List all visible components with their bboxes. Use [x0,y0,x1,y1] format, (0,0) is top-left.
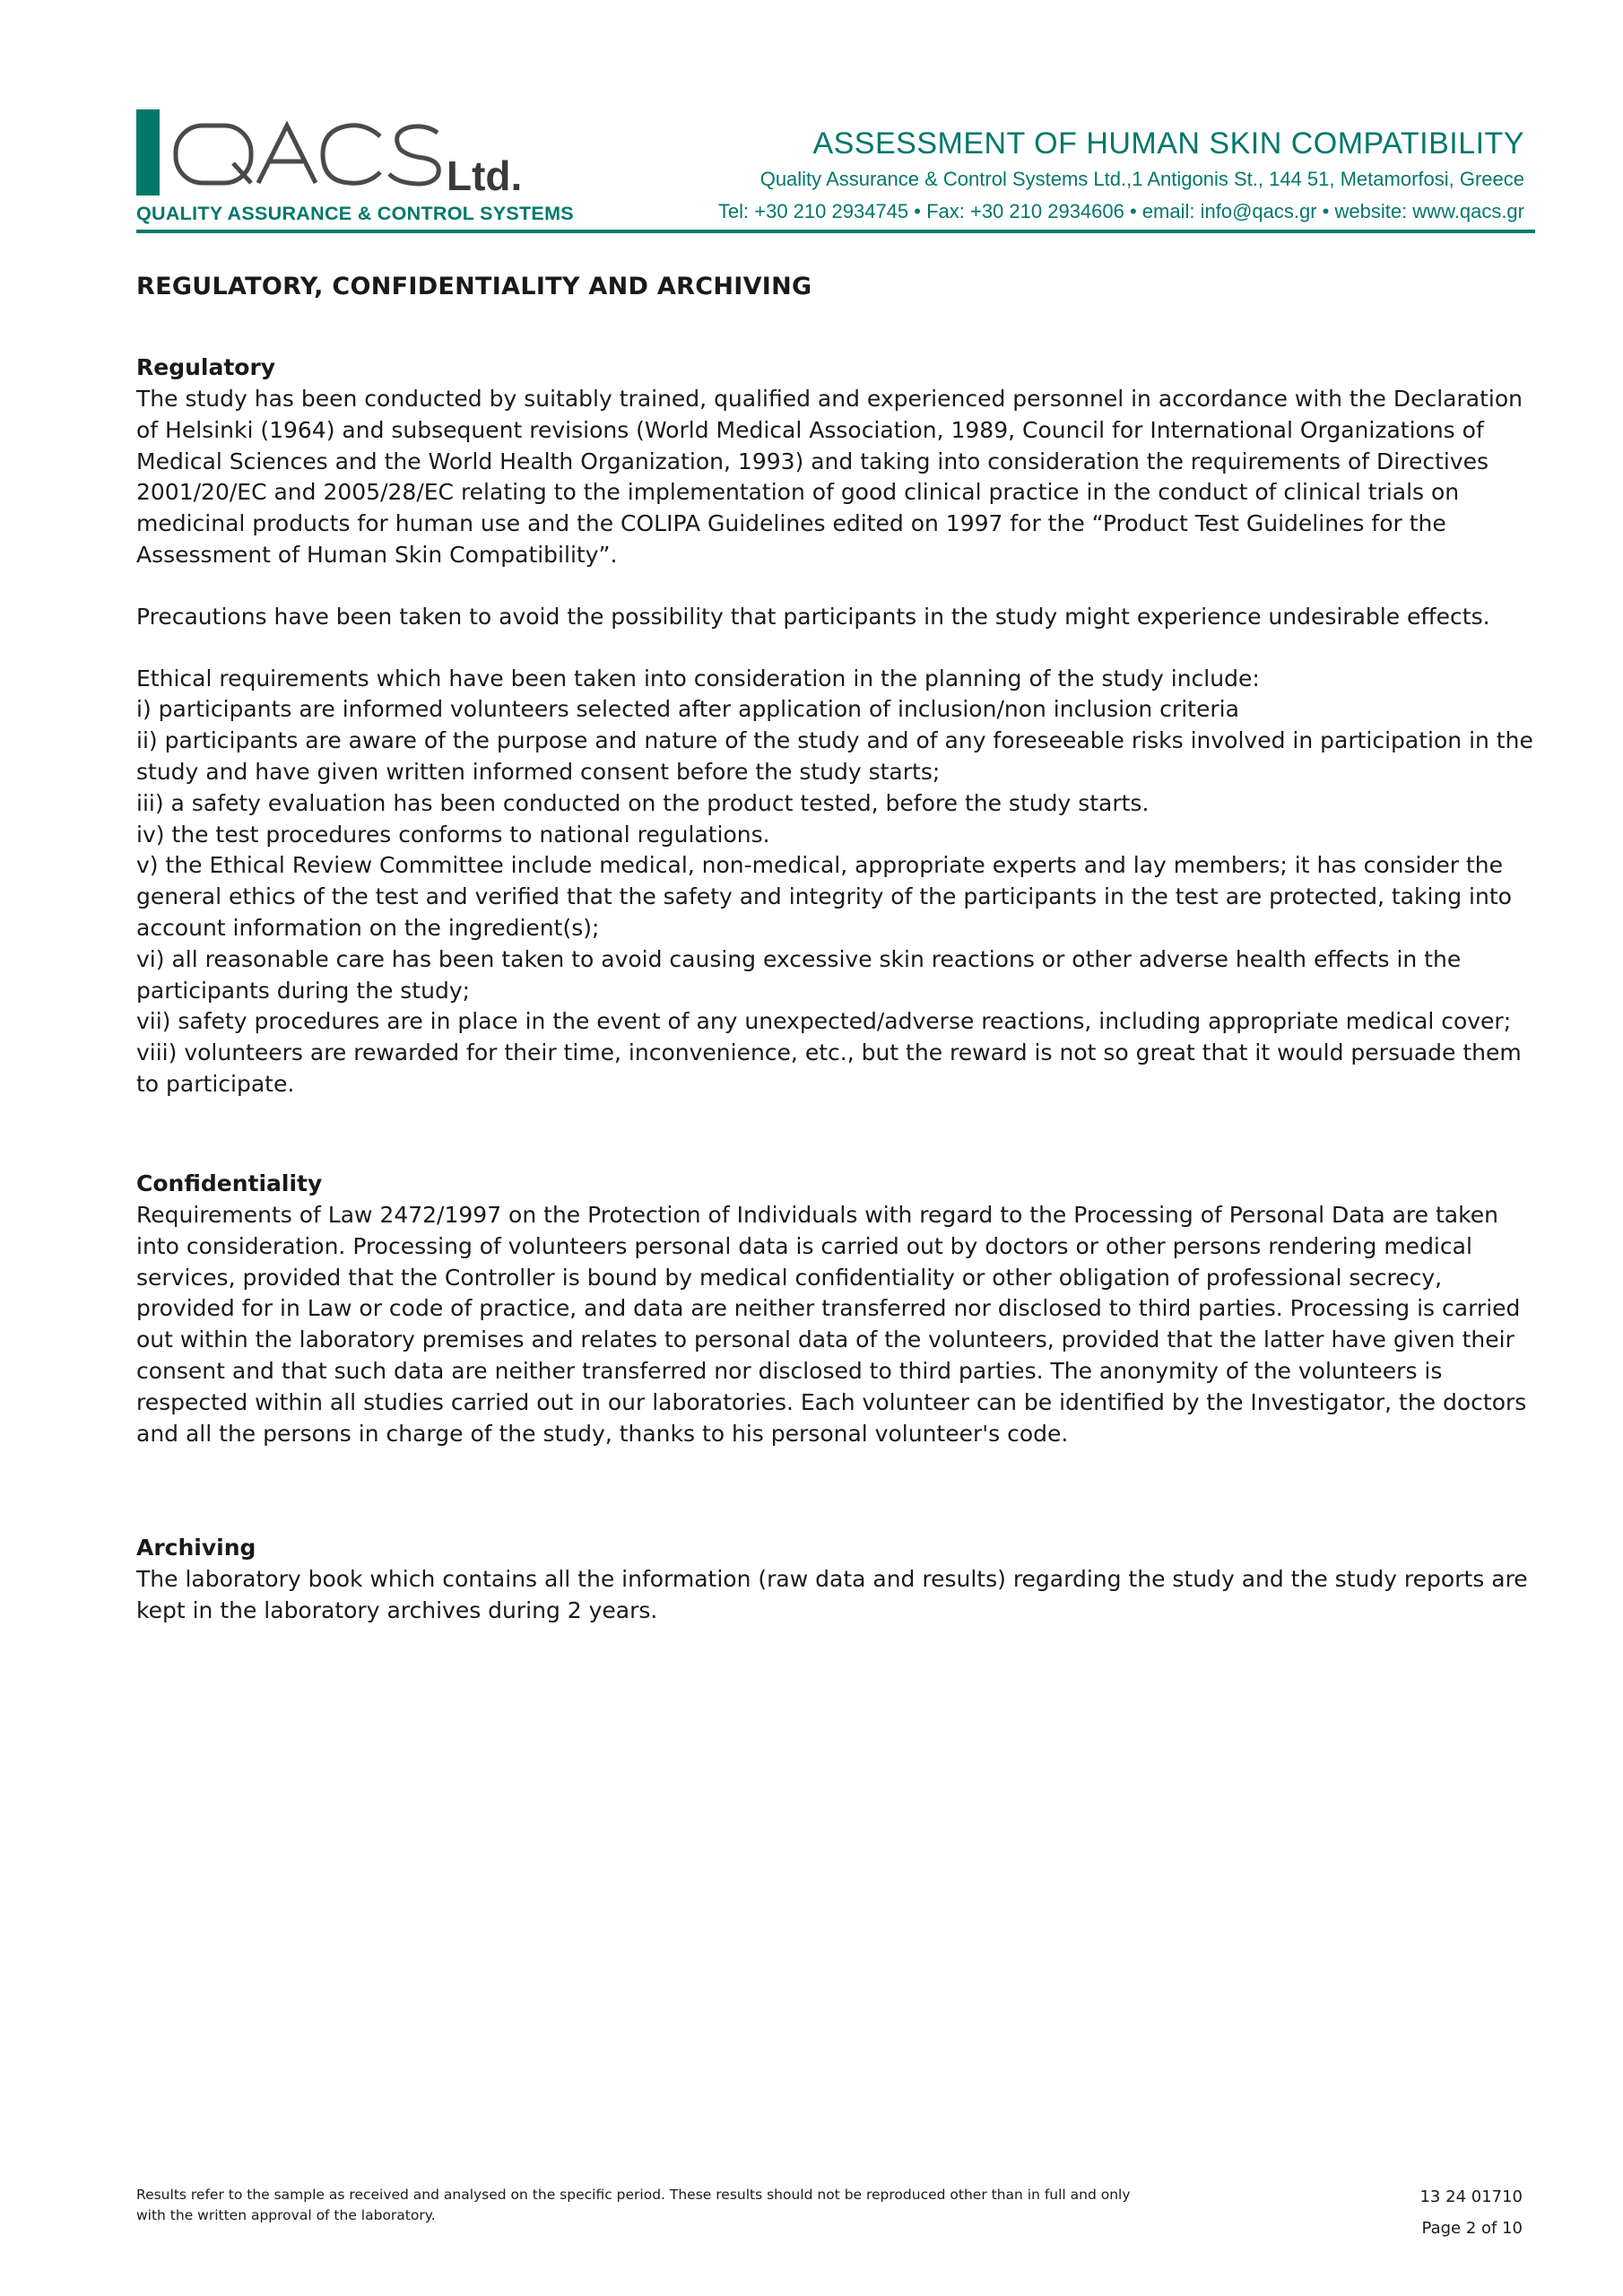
text-line: Assessment of Human Skin Compatibility”. [136,541,618,568]
list-item: iv) the test procedures conforms to national regulations. [136,821,770,848]
logo-tagline: QUALITY ASSURANCE & CONTROL SYSTEMS [136,203,574,224]
text-line: respected within all studies carried out in our laboratories. Each volunteer can be identified by the Investigator, the doctors [136,1388,1527,1415]
list-item: ii) participants are aware of the purpose and nature of the study and of any foreseeable risks involved in participation in the [136,727,1533,754]
footer-disclaimer [136,2185,1131,2226]
text-line: 2001/20/EC and 2005/28/EC relating to the implementation of good clinical practice in the conduct of clinical trials on [136,479,1460,506]
text-line: Ethical requirements which have been taken into consideration in the planning of the study include: [136,665,1260,691]
list-item: vi) all reasonable care has been taken to avoid causing excessive skin reactions or other adverse health effects in the [136,945,1462,972]
list-item: i) participants are informed volunteers selected after application of inclusion/non inclusion criteria [136,696,1239,723]
text-line: into consideration. Processing of volunteers personal data is carried out by doctors or other persons rendering medical [136,1232,1472,1259]
header-divider [136,230,1535,233]
qacs-logo-mark [169,111,563,201]
document-title: ASSESSMENT OF HUMAN SKIN COMPATIBILITY [812,126,1524,161]
list-item: v) the Ethical Review Committee include medical, non-medical, appropriate experts and lay members; it has consider the [136,852,1503,879]
list-item: general ethics of the test and verified that the safety and integrity of the participants in the test are protected, taking into [136,883,1512,910]
section-confidentiality [136,1168,1526,1449]
list-item: to participate. [136,1070,295,1097]
svg-text:Ltd.: Ltd. [447,152,523,199]
text-line: and all the persons in charge of the study, thanks to his personal volunteer's code. [136,1420,1069,1447]
text-line: provided for in Law or code of practice, and data are neither transferred nor disclosed to third parties. Processing is carried [136,1295,1521,1322]
section-archiving [136,1532,1528,1627]
regulatory-paragraph-1 [136,384,1533,571]
section-regulatory [136,352,1533,1100]
regulatory-ethical-list [136,664,1533,1100]
footer-disclaimer-line: Results refer to the sample as received and analysed on the specific period. These results should not be reproduced other than in full and only [136,2187,1131,2203]
archiving-paragraph [136,1564,1528,1627]
document-header [718,126,1524,226]
text-line: The study has been conducted by suitably trained, qualified and experienced personnel in accordance with the Declaration [136,386,1523,412]
text-line: Precautions have been taken to avoid the possibility that participants in the study might experience undesirable effects. [136,603,1490,630]
list-item: study and have given written informed consent before the study starts; [136,758,941,785]
text-line: of Helsinki (1964) and subsequent revisions (World Medical Association, 1989, Council for International Organizations of [136,416,1484,443]
company-address: Quality Assurance & Control Systems Ltd.,1 Antigonis St., 144 51, Metamorfosi, Greece [759,168,1524,190]
text-line: consent and that such data are neither transferred nor disclosed to third parties. The anonymity of the volunteers is [136,1357,1443,1384]
list-item: account information on the ingredient(s); [136,914,600,941]
list-item: participants during the study; [136,977,471,1004]
section-title-confidentiality: Confidentiality [136,1170,323,1196]
text-line: Requirements of Law 2472/1997 on the Protection of Individuals with regard to the Processing of Personal Data are taken [136,1202,1498,1228]
company-logo [136,109,603,226]
logo-bar [136,109,160,196]
regulatory-paragraph-2 [136,602,1533,633]
company-contact: Tel: +30 210 2934745 • Fax: +30 210 2934606 • email: info@qacs.gr • website: www.qacs.gr [717,200,1524,222]
page-heading: REGULATORY, CONFIDENTIALITY AND ARCHIVING [136,273,812,300]
text-line: The laboratory book which contains all the information (raw data and results) regarding the study and the study reports are [136,1566,1528,1592]
text-line: Medical Sciences and the World Health Organization, 1993) and taking into consideration the requirements of Directives [136,448,1489,474]
list-item: viii) volunteers are rewarded for their time, inconvenience, etc., but the reward is not so great that it would persuade them [136,1039,1522,1066]
report-reference: 13 24 01710 [1419,2187,1523,2206]
confidentiality-paragraph [136,1200,1526,1449]
text-line: medicinal products for human use and the COLIPA Guidelines edited on 1997 for the “Product Test Guidelines for the [136,510,1446,537]
footer-disclaimer-line: with the written approval of the laboratory. [136,2207,436,2223]
section-title-regulatory: Regulatory [136,354,276,380]
list-item: iii) a safety evaluation has been conducted on the product tested, before the study starts. [136,789,1150,816]
text-line: kept in the laboratory archives during 2 years. [136,1596,658,1623]
text-line: services, provided that the Controller is bound by medical confidentiality or other obligation of professional secrecy, [136,1264,1443,1291]
document-body [136,269,1535,1623]
text-line: out within the laboratory premises and relates to personal data of the volunteers, provided that the latter have given their [136,1326,1515,1353]
section-title-archiving: Archiving [136,1535,256,1561]
list-item: vii) safety procedures are in place in the event of any unexpected/adverse reactions, including appropriate medical cover; [136,1008,1512,1035]
page-number: Page 2 of 10 [1421,2219,1523,2238]
